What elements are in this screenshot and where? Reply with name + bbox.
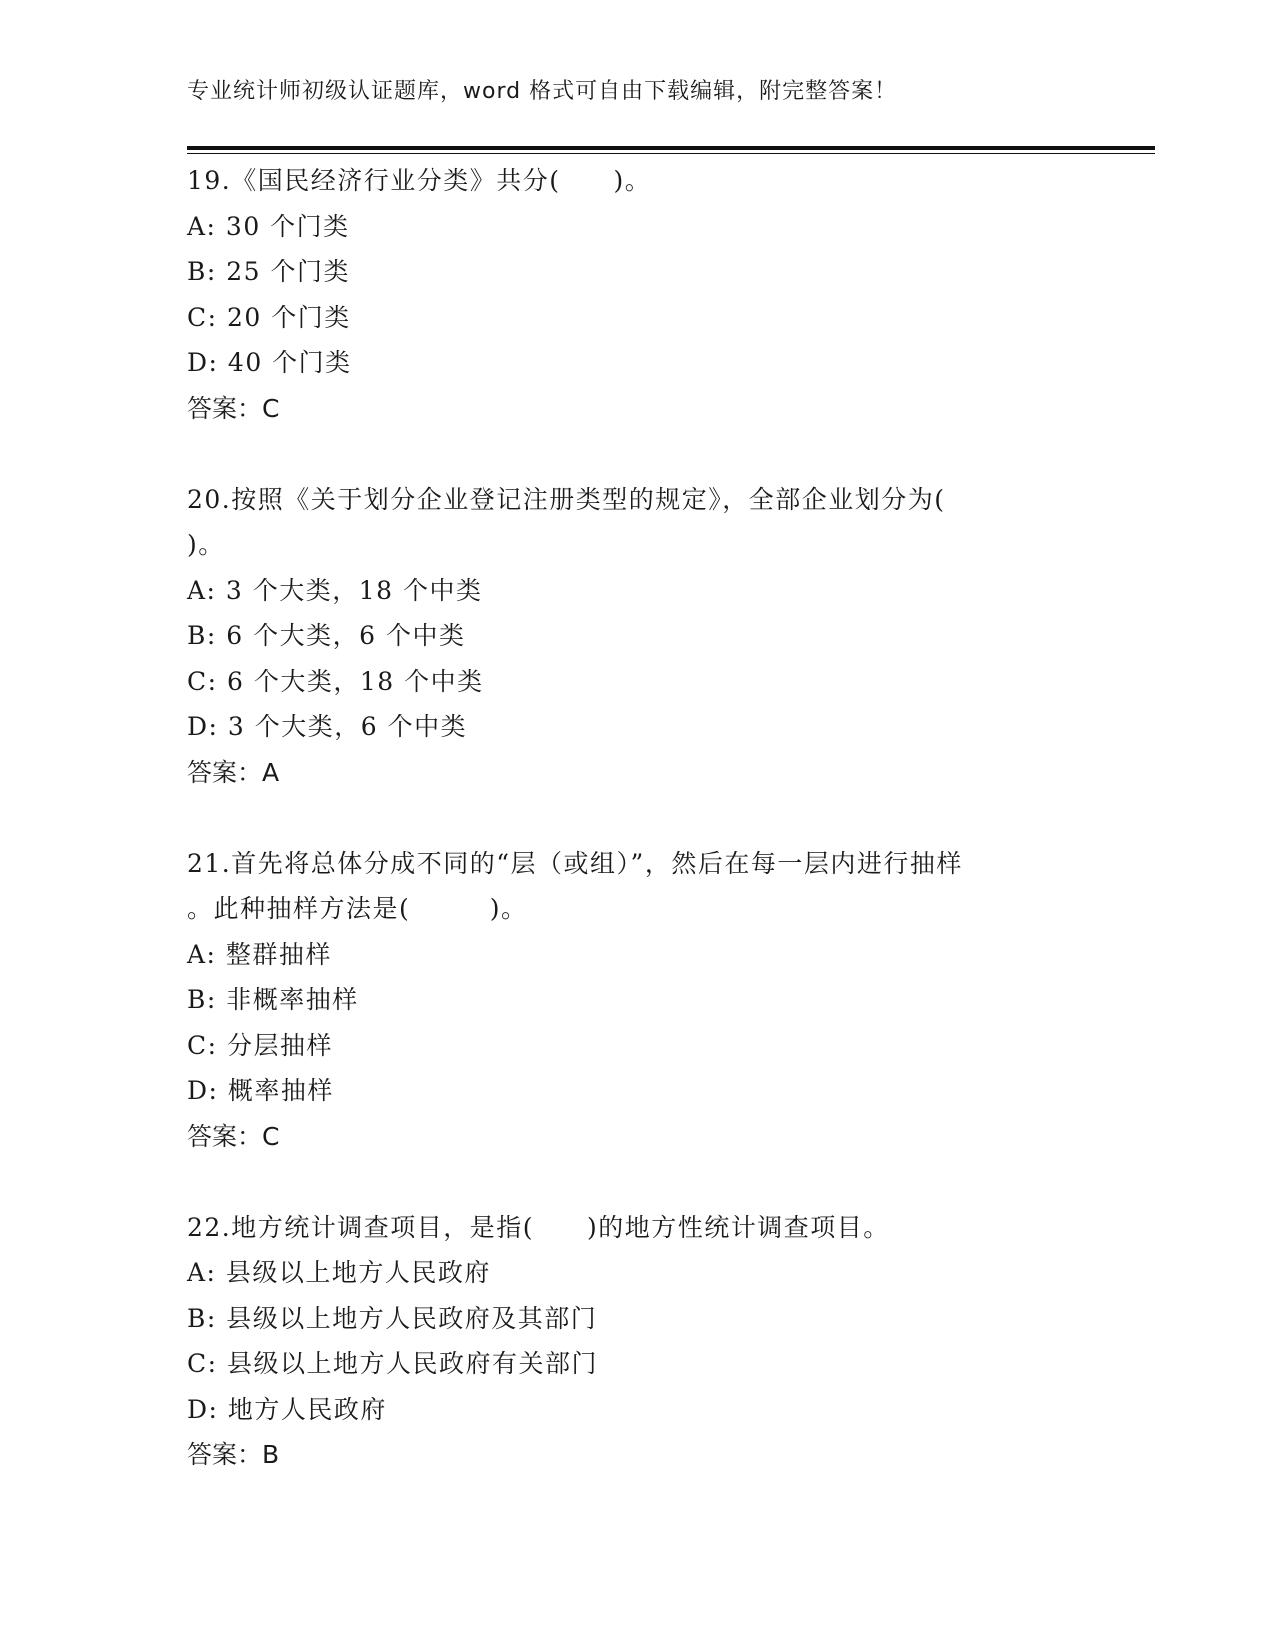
option-a: A: 3 个大类，18 个中类 [187,575,483,605]
option-d: D: 地方人民政府 [187,1394,387,1424]
option-a: A: 县级以上地方人民政府 [187,1258,491,1287]
question-19 [187,158,1147,431]
question-20 [187,477,1147,796]
answer: 答案：A [187,757,280,787]
option-a: A: 30 个门类 [187,211,350,241]
option-c: C: 分层抽样 [187,1030,333,1060]
question-text-cont: )。 [187,530,225,559]
option-d: D: 40 个门类 [187,348,352,377]
question-text-cont: 。此种抽样方法是( )。 [187,894,528,923]
option-b: B: 6 个大类，6 个中类 [187,621,466,650]
question-22 [187,1205,1147,1478]
option-b: B: 非概率抽样 [187,985,359,1014]
question-list [187,158,1147,1478]
header-rule-thick [187,146,1155,150]
option-b: B: 县级以上地方人民政府及其部门 [187,1303,598,1333]
question-21 [187,841,1147,1160]
option-c: C: 6 个大类，18 个中类 [187,666,484,696]
question-text: 19.《国民经济行业分类》共分( )。 [187,166,652,195]
spacer [187,1159,1147,1205]
option-c: C: 20 个门类 [187,302,351,332]
option-c: C: 县级以上地方人民政府有关部门 [187,1349,598,1378]
question-text: 21.首先将总体分成不同的“层（或组）”，然后在每一层内进行抽样 [187,848,963,878]
option-d: D: 概率抽样 [187,1076,334,1105]
answer: 答案：B [187,1440,280,1469]
option-d: D: 3 个大类，6 个中类 [187,712,468,741]
spacer [187,795,1147,841]
option-b: B: 25 个门类 [187,257,350,286]
answer: 答案：C [187,1121,280,1151]
page-header: 专业统计师初级认证题库，word 格式可自由下载编辑，附完整答案！ [187,79,898,104]
question-text: 20.按照《关于划分企业登记注册类型的规定》，全部企业划分为( [187,484,946,514]
option-a: A: 整群抽样 [187,939,332,969]
question-text: 22.地方统计调查项目，是指( )的地方性统计调查项目。 [187,1212,890,1242]
answer: 答案：C [187,393,280,423]
spacer [187,431,1147,477]
header-rule-thin [187,153,1155,154]
